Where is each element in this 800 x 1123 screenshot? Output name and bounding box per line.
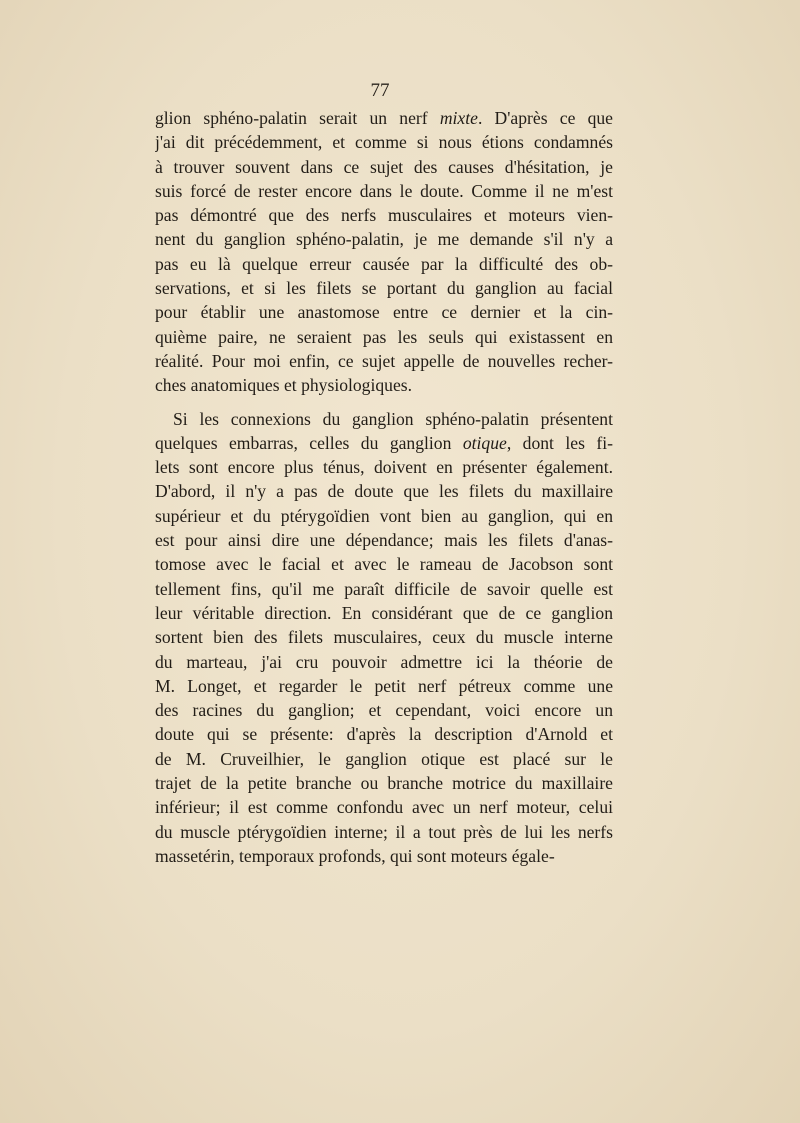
text-line: inférieur; il est comme confondu avec un nerf moteur, celui: [155, 797, 613, 818]
text-line: nent du ganglion sphéno-palatin, je me demande s'il n'y a: [155, 229, 613, 250]
text-segment: . D'après ce que: [477, 108, 613, 128]
italic-term: otique: [462, 432, 507, 453]
text-line: pas eu là quelque erreur causée par la difficulté des ob-: [155, 253, 613, 274]
text-line: tomose avec le facial et avec le rameau de Jacobson sont: [155, 554, 613, 575]
text-line: quième paire, ne seraient pas les seuls qui existassent en: [155, 326, 613, 347]
text-line: à trouver souvent dans ce sujet des causes d'hésitation, je: [155, 156, 613, 177]
text-line: ches anatomiques et physiologiques.: [155, 375, 413, 396]
text-segment: quelques embarras, celles du ganglion: [155, 432, 463, 453]
text-line: M. Longet, et regarder le petit nerf pétreux comme une: [155, 675, 613, 696]
text-line: tellement fins, qu'il me paraît difficile de savoir quelle est: [155, 578, 613, 599]
text-line: doute qui se présente: d'après la description d'Arnold et: [155, 724, 613, 745]
page-number: 77: [370, 80, 390, 101]
text-line: des racines du ganglion; et cependant, voici encore un: [155, 700, 613, 721]
text-line: [155, 106, 613, 130]
text-line: Si les connexions du ganglion sphéno-palatin présentent: [173, 408, 613, 429]
text-segment: glion sphéno-palatin serait un nerf: [155, 108, 440, 128]
text-line: servations, et si les filets se portant du ganglion au facial: [155, 278, 613, 299]
text-line: trajet de la petite branche ou branche motrice du maxillaire: [155, 773, 613, 794]
text-line: pas démontré que des nerfs musculaires et moteurs vien-: [155, 205, 613, 226]
body-text: [155, 106, 613, 868]
paragraph-gap: [155, 398, 613, 407]
text-line: lets sont encore plus ténus, doivent en présenter également.: [155, 457, 613, 478]
text-line: supérieur et du ptérygoïdien vont bien au ganglion, qui en: [155, 505, 613, 526]
text-line: pour établir une anastomose entre ce dernier et la cin-: [155, 302, 613, 323]
paragraph-1: [155, 106, 613, 398]
text-line: D'abord, il n'y a pas de doute que les filets du maxillaire: [155, 481, 613, 502]
text-line: réalité. Pour moi enfin, ce sujet appelle de nouvelles recher-: [155, 350, 613, 371]
text-segment: , dont les fi-: [506, 432, 613, 453]
text-line: massetérin, temporaux profonds, qui sont moteurs égale-: [155, 845, 555, 866]
text-line: du muscle ptérygoïdien interne; il a tout près de lui les nerfs: [155, 821, 613, 842]
text-line: leur véritable direction. En considérant que de ce ganglion: [155, 602, 613, 623]
italic-term: mixte: [439, 108, 478, 128]
text-line: de M. Cruveilhier, le ganglion otique est placé sur le: [155, 748, 613, 769]
text-line: [155, 431, 613, 455]
text-line: est pour ainsi dire une dépendance; mais les filets d'anas-: [155, 530, 613, 551]
text-line: j'ai dit précédemment, et comme si nous étions condamnés: [155, 132, 613, 153]
text-line: sortent bien des filets musculaires, ceux du muscle interne: [155, 627, 613, 648]
text-line: du marteau, j'ai cru pouvoir admettre ici la théorie de: [155, 651, 613, 672]
text-line: suis forcé de rester encore dans le doute. Comme il ne m'est: [155, 180, 613, 201]
paragraph-2: [155, 407, 613, 869]
